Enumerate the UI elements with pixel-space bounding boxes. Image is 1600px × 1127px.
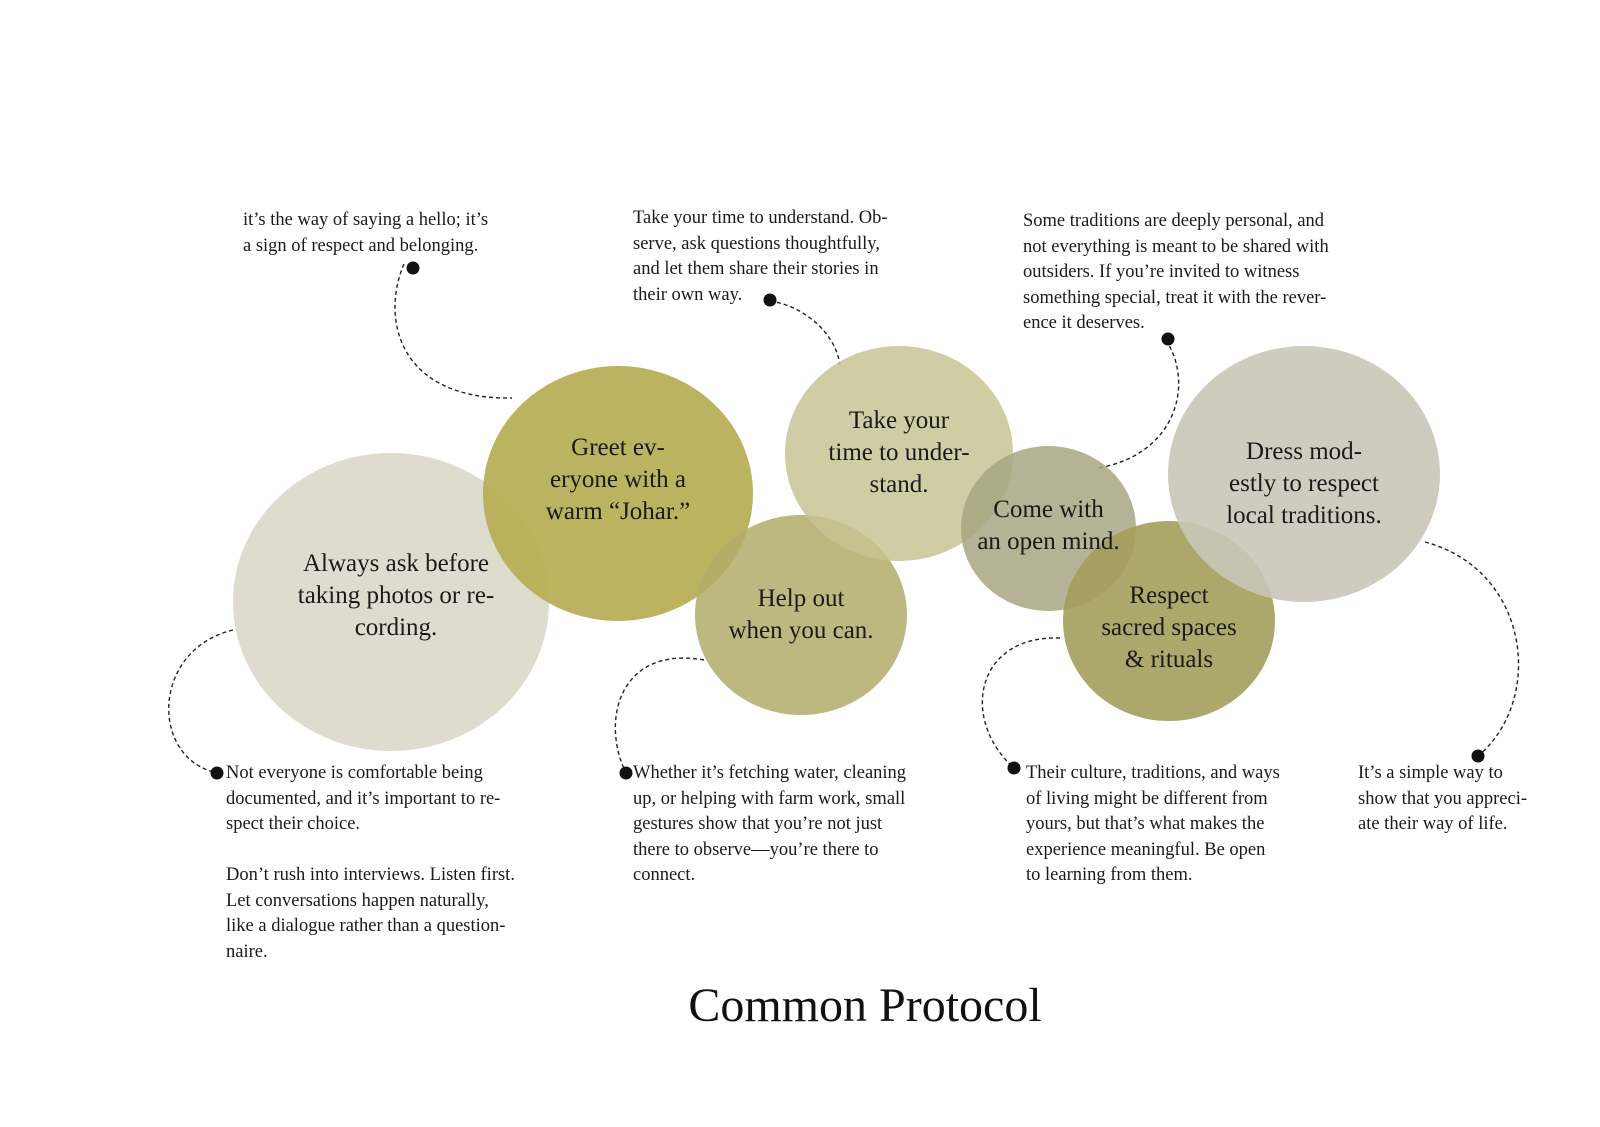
connector-sacred xyxy=(1098,340,1179,468)
note-take-time: Take your time to understand. Ob- serve, ask questions thoughtfully, and let them share their stories in their own way. xyxy=(633,208,888,305)
connector-dot xyxy=(620,767,633,780)
connector-greet xyxy=(395,264,512,398)
connector-dress xyxy=(1425,542,1519,756)
circle-label-dress: Dress mod- estly to respect local traditions. xyxy=(1226,438,1382,529)
connector-help xyxy=(615,658,704,773)
note-help: Whether it’s fetching water, cleaning up, or helping with farm work, small gestures show that you’re not just there to observe—you’re there to connect. xyxy=(633,763,907,885)
note-open-mind: Their culture, traditions, and ways of living might be different from yours, but that’s what makes the experience meaningful. Be open to learning from them. xyxy=(1026,763,1280,885)
note-interviews: Don’t rush into interviews. Listen first. xyxy=(226,865,515,885)
page-title: Common Protocol xyxy=(688,979,1042,1032)
connector-dot xyxy=(407,262,420,275)
circle-label-open-mind: Come with an open mind. xyxy=(977,496,1120,555)
connector-photos xyxy=(169,630,233,773)
note-dress: It’s a simple way to show that you appreci- ate their way of life. xyxy=(1358,763,1528,834)
connector-open-mind xyxy=(982,638,1060,768)
circle-label-take-time: Take your time to under- stand. xyxy=(828,407,970,498)
note-greet: it’s the way of saying a hello; it’s a sign of respect and belonging. xyxy=(243,210,489,256)
connector-take-time xyxy=(770,301,840,365)
connector-dot xyxy=(1008,762,1021,775)
circle-label-ask-photos: Always ask before taking photos or re- cording. xyxy=(297,550,495,641)
circle-label-help-out: Help out when you can. xyxy=(728,585,874,644)
circle-label-sacred: Respect sacred spaces & rituals xyxy=(1101,582,1237,673)
note-photos: Not everyone is comfortable being documented, and it’s important to re- spect their choice. Don’t rush into interviews. Listen first. Let conversations happen naturally, like a dialogue rather than a question- naire. xyxy=(226,763,515,962)
note-sacred: Some traditions are deeply personal, and not everything is meant to be shared with outsiders. If you’re invited to witness something special, treat it with the rever- ence it deserves. xyxy=(1023,211,1329,333)
connector-dot xyxy=(211,767,224,780)
circle-label-greet: Greet ev- eryone with a warm “Johar.” xyxy=(545,434,691,525)
